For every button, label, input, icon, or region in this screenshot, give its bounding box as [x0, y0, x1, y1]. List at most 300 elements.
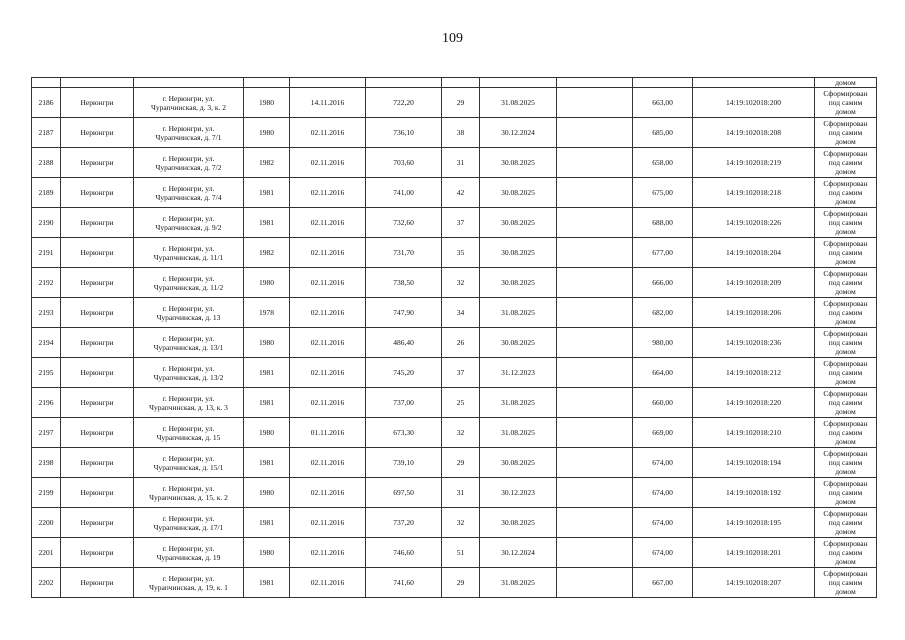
date-cell: 02.11.2016 [290, 508, 366, 538]
row-number-cell: 2198 [32, 448, 61, 478]
count-cell: 31 [442, 148, 480, 178]
year-cell: 1978 [244, 298, 290, 328]
cadastre-cell: 14:19:102018:208 [693, 118, 815, 148]
value-cell: 674,00 [633, 478, 693, 508]
count-cell: 35 [442, 238, 480, 268]
area-cell: 741,60 [366, 568, 442, 598]
table-row [32, 118, 877, 148]
table-row [32, 178, 877, 208]
deadline-cell: 30.12.2024 [480, 118, 557, 148]
area-cell: 732,60 [366, 208, 442, 238]
status-line: домом [835, 527, 856, 536]
area-cell: 746,60 [366, 538, 442, 568]
address-cell [134, 148, 244, 178]
carryover-cell [480, 78, 557, 88]
address-line-1: г. Нерюнгри, ул. [162, 243, 215, 253]
page-number: 109 [442, 31, 463, 46]
status-line: домом [835, 497, 856, 506]
cadastre-cell: 14:19:102018:201 [693, 538, 815, 568]
value-cell: 674,00 [633, 508, 693, 538]
row-number-cell: 2193 [32, 298, 61, 328]
status-line: Сформирован [823, 209, 868, 218]
deadline-cell: 31.08.2025 [480, 298, 557, 328]
table-row [32, 568, 877, 598]
date-cell: 02.11.2016 [290, 148, 366, 178]
deadline-cell: 31.08.2025 [480, 418, 557, 448]
status-line: под самим [828, 338, 863, 347]
address-line-2: Чурапчинская, д. 15 [156, 432, 221, 442]
date-cell: 02.11.2016 [290, 208, 366, 238]
count-cell: 29 [442, 568, 480, 598]
status-cell [815, 178, 877, 208]
row-number-cell: 2197 [32, 418, 61, 448]
carryover-cell [244, 78, 290, 88]
table-row [32, 148, 877, 178]
count-cell: 42 [442, 178, 480, 208]
year-cell: 1981 [244, 208, 290, 238]
address-cell [134, 448, 244, 478]
deadline-cell: 31.12.2023 [480, 358, 557, 388]
carryover-cell [134, 78, 244, 88]
status-line: под самим [828, 278, 863, 287]
status-cell [815, 238, 877, 268]
count-cell: 31 [442, 478, 480, 508]
table-row [32, 208, 877, 238]
area-cell: 737,20 [366, 508, 442, 538]
carryover-cell [290, 78, 366, 88]
area-cell: 722,20 [366, 88, 442, 118]
status-line: под самим [828, 158, 863, 167]
city-cell: Нерюнгри [61, 148, 134, 178]
table-body [32, 78, 877, 598]
deadline-cell: 30.08.2025 [480, 208, 557, 238]
status-line: Сформирован [823, 419, 868, 428]
empty-cell [557, 88, 633, 118]
address-line-1: г. Нерюнгри, ул. [162, 453, 215, 463]
status-line: домом [835, 587, 856, 596]
count-cell: 25 [442, 388, 480, 418]
deadline-cell: 31.08.2025 [480, 568, 557, 598]
empty-cell [557, 568, 633, 598]
count-cell: 51 [442, 538, 480, 568]
address-line-1: г. Нерюнгри, ул. [162, 303, 215, 313]
empty-cell [557, 328, 633, 358]
table-row [32, 478, 877, 508]
address-line-1: г. Нерюнгри, ул. [162, 333, 215, 343]
carryover-cell [61, 78, 134, 88]
status-cell [815, 418, 877, 448]
carryover-cell [693, 78, 815, 88]
table-row [32, 268, 877, 298]
year-cell: 1981 [244, 448, 290, 478]
empty-cell [557, 238, 633, 268]
address-line-1: г. Нерюнгри, ул. [162, 183, 215, 193]
date-cell: 02.11.2016 [290, 568, 366, 598]
status-line: под самим [828, 368, 863, 377]
table-row [32, 238, 877, 268]
city-cell: Нерюнгри [61, 568, 134, 598]
row-number-cell: 2200 [32, 508, 61, 538]
table-row [32, 88, 877, 118]
cadastre-cell: 14:19:102018:226 [693, 208, 815, 238]
status-line: под самим [828, 98, 863, 107]
address-cell [134, 208, 244, 238]
date-cell: 02.11.2016 [290, 178, 366, 208]
city-cell: Нерюнгри [61, 478, 134, 508]
address-line-1: г. Нерюнгри, ул. [162, 573, 215, 583]
status-line: домом [835, 437, 856, 446]
address-line-2: Чурапчинская, д. 13/1 [153, 342, 224, 352]
cadastre-cell: 14:19:102018:218 [693, 178, 815, 208]
count-cell: 26 [442, 328, 480, 358]
empty-cell [557, 118, 633, 148]
status-cell [815, 298, 877, 328]
empty-cell [557, 448, 633, 478]
address-cell [134, 298, 244, 328]
empty-cell [557, 178, 633, 208]
status-line: Сформирован [823, 239, 868, 248]
status-cell [815, 478, 877, 508]
carryover-cell [366, 78, 442, 88]
deadline-cell: 30.12.2024 [480, 538, 557, 568]
city-cell: Нерюнгри [61, 88, 134, 118]
status-cell [815, 388, 877, 418]
address-line-2: Чурапчинская, д. 13, к. 3 [149, 402, 228, 412]
status-line: под самим [828, 128, 863, 137]
status-line: под самим [828, 218, 863, 227]
area-cell: 697,50 [366, 478, 442, 508]
value-cell: 677,00 [633, 238, 693, 268]
status-line: под самим [828, 548, 863, 557]
empty-cell [557, 208, 633, 238]
status-line: домом [835, 227, 856, 236]
deadline-cell: 30.08.2025 [480, 148, 557, 178]
date-cell: 02.11.2016 [290, 118, 366, 148]
status-cell [815, 448, 877, 478]
status-line: домом [835, 197, 856, 206]
carryover-cell [442, 78, 480, 88]
table-row [32, 298, 877, 328]
date-cell: 02.11.2016 [290, 358, 366, 388]
status-cell [815, 148, 877, 178]
status-line: домом [835, 377, 856, 386]
row-number-cell: 2195 [32, 358, 61, 388]
deadline-cell: 30.08.2025 [480, 178, 557, 208]
city-cell: Нерюнгри [61, 268, 134, 298]
carryover-cell [557, 78, 633, 88]
value-cell: 663,00 [633, 88, 693, 118]
city-cell: Нерюнгри [61, 208, 134, 238]
status-line: под самим [828, 308, 863, 317]
row-number-cell: 2199 [32, 478, 61, 508]
row-number-cell: 2188 [32, 148, 61, 178]
address-cell [134, 538, 244, 568]
count-cell: 37 [442, 358, 480, 388]
address-line-2: Чурапчинская, д. 7/4 [155, 192, 222, 202]
table-row [32, 328, 877, 358]
status-line: Сформирован [823, 329, 868, 338]
status-line: домом [835, 257, 856, 266]
empty-cell [557, 418, 633, 448]
address-line-2: Чурапчинская, д. 11/2 [153, 282, 224, 292]
address-line-1: г. Нерюнгри, ул. [162, 393, 215, 403]
cadastre-cell: 14:19:102018:219 [693, 148, 815, 178]
count-cell: 32 [442, 268, 480, 298]
address-line-1: г. Нерюнгри, ул. [162, 363, 215, 373]
status-line: домом [835, 407, 856, 416]
empty-cell [557, 478, 633, 508]
status-line: домом [835, 317, 856, 326]
cadastre-cell: 14:19:102018:194 [693, 448, 815, 478]
area-cell: 737,00 [366, 388, 442, 418]
value-cell: 682,00 [633, 298, 693, 328]
address-cell [134, 358, 244, 388]
carryover-cell [32, 78, 61, 88]
empty-cell [557, 538, 633, 568]
cadastre-cell: 14:19:102018:236 [693, 328, 815, 358]
status-line: Сформирован [823, 149, 868, 158]
status-line: под самим [828, 578, 863, 587]
address-cell [134, 478, 244, 508]
status-line: под самим [828, 248, 863, 257]
cadastre-cell: 14:19:102018:220 [693, 388, 815, 418]
cadastre-cell: 14:19:102018:195 [693, 508, 815, 538]
status-cell [815, 358, 877, 388]
value-cell: 664,00 [633, 358, 693, 388]
value-cell: 660,00 [633, 388, 693, 418]
status-line: домом [835, 347, 856, 356]
address-line-1: г. Нерюнгри, ул. [162, 543, 215, 553]
carryover-status: домом [815, 78, 877, 88]
status-line: Сформирован [823, 479, 868, 488]
city-cell: Нерюнгри [61, 508, 134, 538]
status-line: Сформирован [823, 509, 868, 518]
date-cell: 02.11.2016 [290, 238, 366, 268]
date-cell: 14.11.2016 [290, 88, 366, 118]
address-line-2: Чурапчинская, д. 3, к. 2 [150, 102, 226, 112]
address-line-1: г. Нерюнгри, ул. [162, 93, 215, 103]
address-line-1: г. Нерюнгри, ул. [162, 423, 215, 433]
address-cell [134, 238, 244, 268]
status-line: Сформирован [823, 269, 868, 278]
row-number-cell: 2202 [32, 568, 61, 598]
empty-cell [557, 508, 633, 538]
status-cell [815, 208, 877, 238]
table-row [32, 358, 877, 388]
address-cell [134, 88, 244, 118]
area-cell: 731,70 [366, 238, 442, 268]
row-number-cell: 2196 [32, 388, 61, 418]
status-line: под самим [828, 518, 863, 527]
row-number-cell: 2191 [32, 238, 61, 268]
city-cell: Нерюнгри [61, 178, 134, 208]
count-cell: 38 [442, 118, 480, 148]
year-cell: 1980 [244, 268, 290, 298]
address-line-2: Чурапчинская, д. 11/1 [153, 252, 224, 262]
deadline-cell: 30.08.2025 [480, 508, 557, 538]
year-cell: 1980 [244, 418, 290, 448]
cadastre-cell: 14:19:102018:212 [693, 358, 815, 388]
deadline-cell: 31.08.2025 [480, 388, 557, 418]
address-line-2: Чурапчинская, д. 9/2 [155, 222, 222, 232]
row-number-cell: 2192 [32, 268, 61, 298]
address-line-1: г. Нерюнгри, ул. [162, 273, 215, 283]
status-line: Сформирован [823, 569, 868, 578]
status-line: Сформирован [823, 119, 868, 128]
cadastre-cell: 14:19:102018:209 [693, 268, 815, 298]
year-cell: 1980 [244, 478, 290, 508]
status-line: Сформирован [823, 449, 868, 458]
empty-cell [557, 358, 633, 388]
deadline-cell: 30.08.2025 [480, 448, 557, 478]
cadastre-cell: 14:19:102018:206 [693, 298, 815, 328]
count-cell: 37 [442, 208, 480, 238]
value-cell: 666,00 [633, 268, 693, 298]
address-line-2: Чурапчинская, д. 15/1 [153, 462, 224, 472]
address-line-2: Чурапчинская, д. 19 [156, 552, 221, 562]
deadline-cell: 30.08.2025 [480, 238, 557, 268]
status-line: под самим [828, 398, 863, 407]
cadastre-cell: 14:19:102018:200 [693, 88, 815, 118]
row-number-cell: 2187 [32, 118, 61, 148]
value-cell: 667,00 [633, 568, 693, 598]
address-line-2: Чурапчинская, д. 13/2 [153, 372, 224, 382]
empty-cell [557, 388, 633, 418]
address-cell [134, 388, 244, 418]
area-cell: 486,40 [366, 328, 442, 358]
row-number-cell: 2190 [32, 208, 61, 238]
value-cell: 674,00 [633, 538, 693, 568]
address-line-1: г. Нерюнгри, ул. [162, 213, 215, 223]
address-cell [134, 328, 244, 358]
status-line: Сформирован [823, 389, 868, 398]
value-cell: 658,00 [633, 148, 693, 178]
year-cell: 1981 [244, 568, 290, 598]
value-cell: 669,00 [633, 418, 693, 448]
empty-cell [557, 268, 633, 298]
status-line: под самим [828, 428, 863, 437]
deadline-cell: 30.08.2025 [480, 268, 557, 298]
empty-cell [557, 298, 633, 328]
status-line: домом [835, 467, 856, 476]
year-cell: 1982 [244, 238, 290, 268]
status-line: Сформирован [823, 299, 868, 308]
city-cell: Нерюнгри [61, 418, 134, 448]
address-cell [134, 508, 244, 538]
city-cell: Нерюнгри [61, 328, 134, 358]
status-line: Сформирован [823, 89, 868, 98]
date-cell: 01.11.2016 [290, 418, 366, 448]
address-line-2: Чурапчинская, д. 15, к. 2 [149, 492, 228, 502]
address-cell [134, 418, 244, 448]
address-line-1: г. Нерюнгри, ул. [162, 513, 215, 523]
city-cell: Нерюнгри [61, 118, 134, 148]
year-cell: 1981 [244, 388, 290, 418]
status-line: домом [835, 557, 856, 566]
carryover-cell [633, 78, 693, 88]
address-cell [134, 178, 244, 208]
count-cell: 34 [442, 298, 480, 328]
area-cell: 741,00 [366, 178, 442, 208]
value-cell: 685,00 [633, 118, 693, 148]
status-cell [815, 268, 877, 298]
year-cell: 1981 [244, 358, 290, 388]
status-line: домом [835, 287, 856, 296]
status-cell [815, 88, 877, 118]
address-line-2: Чурапчинская, д. 17/1 [153, 522, 224, 532]
year-cell: 1980 [244, 118, 290, 148]
cadastre-cell: 14:19:102018:192 [693, 478, 815, 508]
row-number-cell: 2186 [32, 88, 61, 118]
address-line-1: г. Нерюнгри, ул. [162, 123, 215, 133]
year-cell: 1980 [244, 538, 290, 568]
status-line: домом [835, 137, 856, 146]
count-cell: 29 [442, 448, 480, 478]
table-row [32, 418, 877, 448]
status-cell [815, 328, 877, 358]
city-cell: Нерюнгри [61, 238, 134, 268]
row-number-cell: 2201 [32, 538, 61, 568]
area-cell: 745,20 [366, 358, 442, 388]
address-line-1: г. Нерюнгри, ул. [162, 153, 215, 163]
status-line: Сформирован [823, 539, 868, 548]
date-cell: 02.11.2016 [290, 268, 366, 298]
area-cell: 703,60 [366, 148, 442, 178]
date-cell: 02.11.2016 [290, 328, 366, 358]
date-cell: 02.11.2016 [290, 538, 366, 568]
city-cell: Нерюнгри [61, 298, 134, 328]
status-cell [815, 118, 877, 148]
status-line: домом [835, 107, 856, 116]
value-cell: 980,00 [633, 328, 693, 358]
status-cell [815, 568, 877, 598]
address-line-2: Чурапчинская, д. 7/2 [155, 162, 222, 172]
year-cell: 1980 [244, 328, 290, 358]
table-row [32, 388, 877, 418]
status-line: Сформирован [823, 179, 868, 188]
address-line-2: Чурапчинская, д. 13 [156, 312, 221, 322]
row-number-cell: 2189 [32, 178, 61, 208]
cadastre-cell: 14:19:102018:207 [693, 568, 815, 598]
status-line: под самим [828, 188, 863, 197]
address-line-2: Чурапчинская, д. 7/1 [155, 132, 222, 142]
area-cell: 736,10 [366, 118, 442, 148]
area-cell: 673,30 [366, 418, 442, 448]
city-cell: Нерюнгри [61, 538, 134, 568]
area-cell: 738,50 [366, 268, 442, 298]
value-cell: 674,00 [633, 448, 693, 478]
table-row [32, 538, 877, 568]
date-cell: 02.11.2016 [290, 388, 366, 418]
area-cell: 739,10 [366, 448, 442, 478]
city-cell: Нерюнгри [61, 448, 134, 478]
date-cell: 02.11.2016 [290, 448, 366, 478]
year-cell: 1982 [244, 148, 290, 178]
status-line: под самим [828, 458, 863, 467]
value-cell: 688,00 [633, 208, 693, 238]
address-cell [134, 268, 244, 298]
date-cell: 02.11.2016 [290, 298, 366, 328]
status-line: Сформирован [823, 359, 868, 368]
row-number-cell: 2194 [32, 328, 61, 358]
deadline-cell: 31.08.2025 [480, 88, 557, 118]
cadastre-cell: 14:19:102018:204 [693, 238, 815, 268]
year-cell: 1981 [244, 508, 290, 538]
city-cell: Нерюнгри [61, 358, 134, 388]
table-row [32, 508, 877, 538]
address-line-2: Чурапчинская, д. 19, к. 1 [149, 582, 228, 592]
year-cell: 1980 [244, 88, 290, 118]
